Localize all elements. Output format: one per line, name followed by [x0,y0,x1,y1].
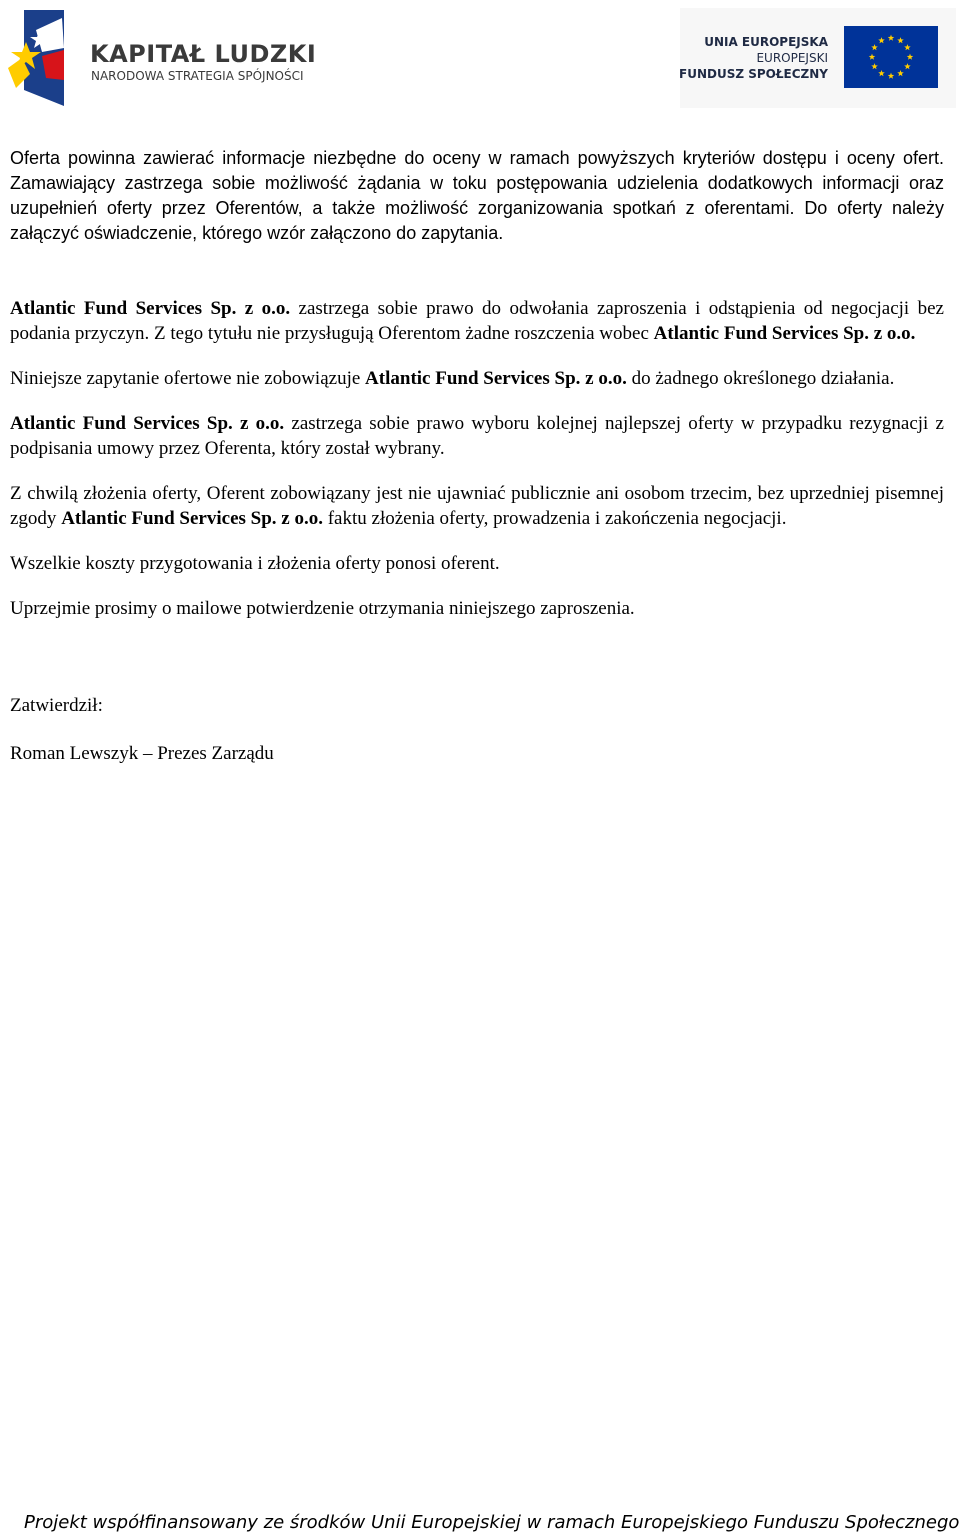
eu-flag-icon [844,26,938,88]
paragraph-offer-lead: Oferta powinna zawierać informacje niezbędne do oceny w ramach powyższych kryteriów dostępu i oceny ofert. [10,148,944,168]
text-span: Z tego tytułu nie przysługują Oferentom żadne roszczenia wobec [154,323,654,344]
signatory-line: Roman Lewszyk – Prezes Zarządu [10,743,274,764]
company-name: Atlantic Fund Services Sp. z o.o. [653,323,916,344]
text-span: zastrzega sobie prawo wyboru kolejnej najlepszej oferty w przypadku rezygnacji z podpisania umowy przez Oferenta, który został wybrany. [10,413,944,459]
company-name: Atlantic Fund Services Sp. z o.o. [61,508,323,529]
text-span: Niniejsze zapytanie ofertowe nie zobowiązuje [10,368,366,389]
text-span: faktu złożenia oferty, prowadzenia i zakończenia negocjacji. [322,508,787,529]
paragraph-withdraw-right [10,296,944,346]
eu-line-2: EUROPEJSKI [756,51,828,65]
eu-line-3: FUNDUSZ SPOŁECZNY [679,67,828,81]
paragraph-costs: Wszelkie koszty przygotowania i złożenia oferty ponosi oferent. [10,553,500,574]
document-body [10,146,944,766]
paragraph-confirmation-request: Uprzejmie prosimy o mailowe potwierdzenie otrzymania niniejszego zaproszenia. [10,598,635,619]
paragraph-offer-contents [10,146,944,246]
paragraph-offer-rest: Zamawiający zastrzega sobie możliwość żądania w toku postępowania udzielenia dodatkowych informacji oraz uzupełnień oferty przez Oferentów, a także możliwość zorganizowania spotkań z oferentami. Do oferty należy załączyć oświadczenie, którego wzór załączono do zapytania. [10,173,944,243]
paragraph-next-best-offer [10,411,944,461]
company-name: Atlantic Fund Services Sp. z o.o. [10,413,285,434]
paragraph-no-obligation [10,366,944,391]
page-footer: Projekt współfinansowany ze środków Unii Europejskiej w ramach Europejskiego Funduszu Społecznego [24,1512,960,1533]
company-name: Atlantic Fund Services Sp. z o.o. [365,368,627,389]
company-name: Atlantic Fund Services Sp. z o.o. [10,298,291,319]
approved-label: Zatwierdził: [10,695,103,716]
eu-fund-label [679,34,828,82]
eu-line-1: UNIA EUROPEJSKA [704,35,828,49]
kapital-ludzki-subtitle: NARODOWA STRATEGIA SPÓJNOŚCI [91,69,304,83]
text-span: do żadnego określonego działania. [626,368,895,389]
kapital-ludzki-title: KAPITAŁ LUDZKI [90,40,317,68]
paragraph-confidentiality [10,481,944,531]
page-header [0,0,960,115]
star-flag-logo-icon [6,8,68,108]
text-span: Z chwilą złożenia oferty, Oferent zobowiązany jest nie ujawniać publicznie ani osobom trzecim, bez uprzedniej pisemnej zgody [10,483,944,529]
text-span: zastrzega sobie prawo do odwołania zaproszenia i odstąpienia od negocjacji bez podania przyczyn. [10,298,944,344]
